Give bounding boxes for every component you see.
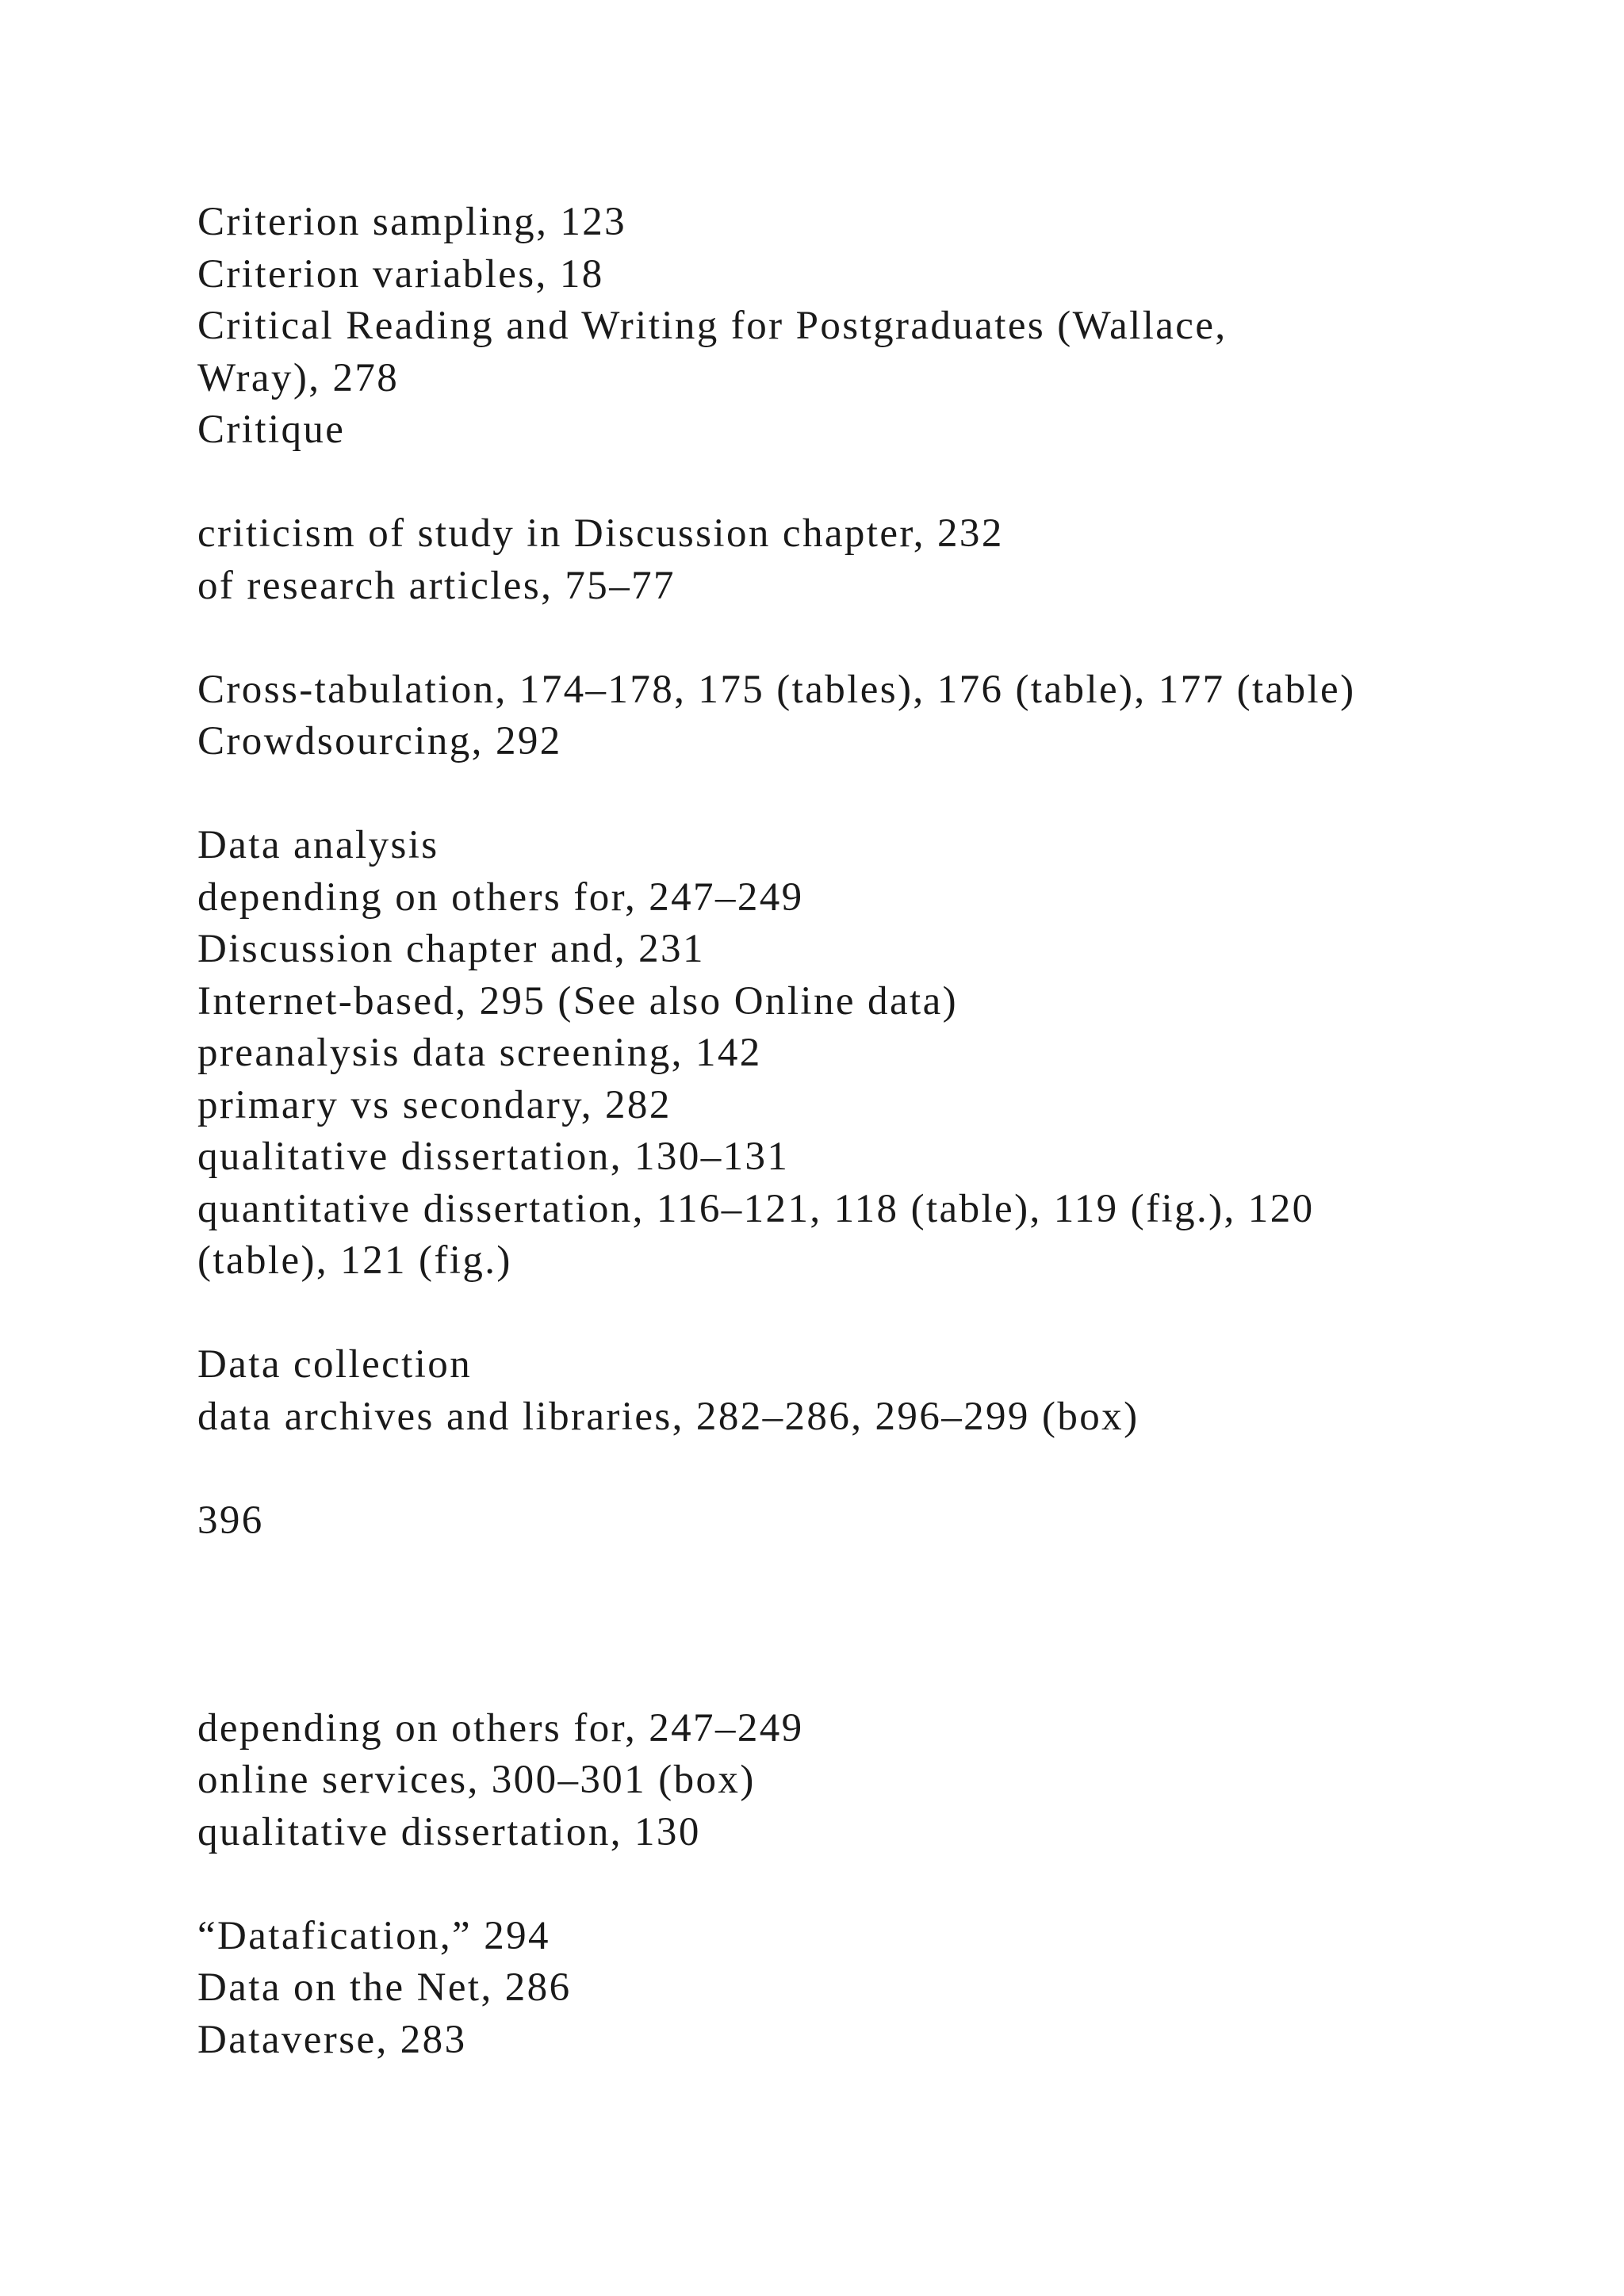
index-subentry-discussion-chapter: Discussion chapter and, 231 <box>197 927 705 971</box>
index-entry-dataverse: Dataverse, 283 <box>197 2017 467 2062</box>
index-entry-critical-reading-cont: Wray), 278 <box>197 355 400 400</box>
index-subentry-research-articles: of research articles, 75–77 <box>197 563 676 608</box>
index-subentry-quantitative-dissertation: quantitative dissertation, 116–121, 118 (table), 119 (fig.), 120 <box>197 1186 1315 1231</box>
blank-line <box>197 1858 1545 1911</box>
index-subentry-qualitative-dissertation-2: qualitative dissertation, 130 <box>197 1809 701 1854</box>
blank-line <box>197 1443 1545 1495</box>
index-subentry-depending-on-others: depending on others for, 247–249 <box>197 874 804 920</box>
index-entry-crowdsourcing: Crowdsourcing, 292 <box>197 719 562 763</box>
index-subentry-internet-based: Internet-based, 295 (See also Online data) <box>197 978 958 1024</box>
index-page-text <box>197 197 1545 2066</box>
blank-line <box>197 1288 1545 1340</box>
page-number: 396 <box>197 1498 264 1543</box>
index-subentry-data-archives: data archives and libraries, 282–286, 296–299 (box) <box>197 1394 1139 1439</box>
index-entry-critical-reading: Critical Reading and Writing for Postgraduates (Wallace, <box>197 304 1228 348</box>
index-entry-data-on-the-net: Data on the Net, 286 <box>197 1965 572 2010</box>
index-subentry-quantitative-dissertation-cont: (table), 121 (fig.) <box>197 1238 512 1283</box>
index-heading-critique: Critique <box>197 408 346 452</box>
index-subentry-qualitative-dissertation: qualitative dissertation, 130–131 <box>197 1135 790 1179</box>
page-break-gap <box>197 1547 1545 1703</box>
index-heading-data-analysis: Data analysis <box>197 823 439 867</box>
blank-line <box>197 768 1545 821</box>
index-subentry-online-services: online services, 300–301 (box) <box>197 1758 756 1802</box>
index-subentry-criticism-of-study: criticism of study in Discussion chapter, 232 <box>197 511 1004 556</box>
index-entry-criterion-variables: Criterion variables, 18 <box>197 251 604 297</box>
blank-line <box>197 457 1545 509</box>
index-heading-data-collection: Data collection <box>197 1342 473 1387</box>
blank-line <box>197 612 1545 664</box>
index-subentry-primary-vs-secondary: primary vs secondary, 282 <box>197 1082 672 1127</box>
index-subentry-depending-on-others-2: depending on others for, 247–249 <box>197 1705 804 1751</box>
index-entry-criterion-sampling: Criterion sampling, 123 <box>197 200 627 244</box>
index-entry-cross-tabulation: Cross-tabulation, 174–178, 175 (tables), 176 (table), 177 (table) <box>197 667 1356 712</box>
index-entry-datafication: “Datafication,” 294 <box>197 1913 550 1958</box>
index-subentry-preanalysis: preanalysis data screening, 142 <box>197 1031 762 1075</box>
